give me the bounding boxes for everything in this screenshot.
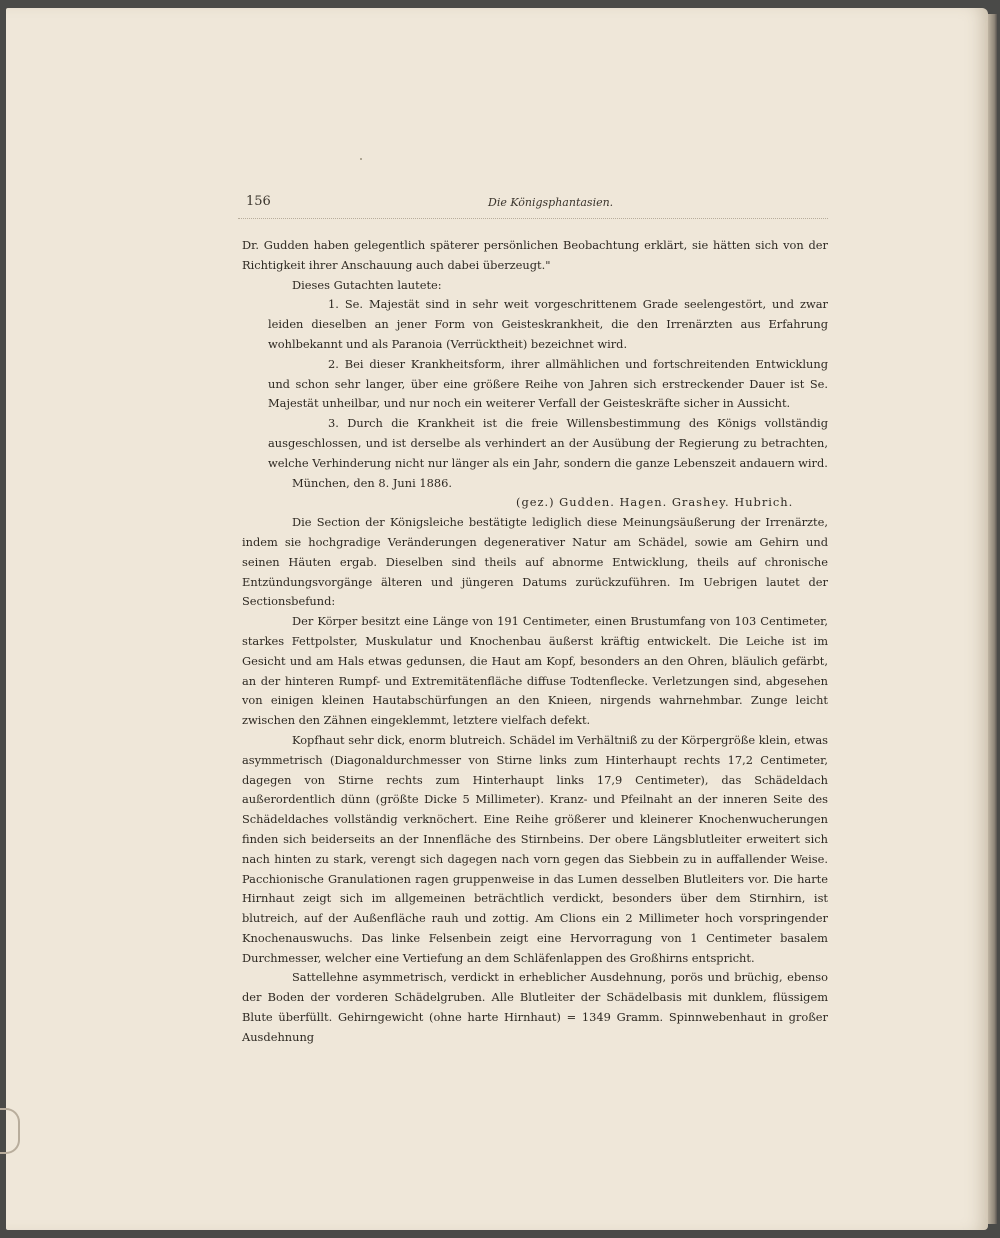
opinion-item: 3. Durch die Krankheit ist die freie Willensbestimmung des Königs vollständig ausgeschlossen, und ist derselbe als verhindert an der Ausübung der Regierung zu betrachten, welche Verhinderung nicht nur länger als ein Jahr, sondern die ganze Lebenszeit andauern wird.	[268, 416, 828, 470]
paper-speck	[360, 158, 362, 160]
lead-line: Dieses Gutachten lautete:	[292, 277, 442, 292]
opinion-item: 1. Se. Majestät sind in sehr weit vorgeschrittenem Grade seelengestört, und zwar leiden dieselben an jener Form von Geisteskrankheit, die den Irrenärzten aus Erfahrung wohlbekannt und als Paranoia (Verrücktheit) bezeichnet wird.	[268, 297, 828, 351]
running-title: Die Königsphantasien.	[488, 196, 614, 209]
body-text	[242, 236, 828, 1048]
page-number: 156	[246, 194, 271, 209]
book-page	[6, 8, 988, 1230]
paragraph: Kopfhaut sehr dick, enorm blutreich. Schädel im Verhältniß zu der Körpergröße klein, etwas asymmetrisch (Diagonaldurchmesser von Stirne links zum Hinterhaupt rechts 17,2 Centimeter, dagegen von Stirne rechts zum Hinterhaupt links 17,9 Centimeter), das Schädeldach außerordentlich dünn (größte Dicke 5 Millimeter). Kranz- und Pfeilnaht an der inneren Seite des Schädeldaches vollständig verknöchert. Eine Reihe größerer und kleinerer Knochenwucherungen finden sich beiderseits an der Innenfläche des Stirnbeins. Der obere Längsblutleiter erweitert sich nach hinten zu stark, verengt sich dagegen nach vorn gegen das Siebbein zu in auffallender Weise. Pacchionische Granulationen ragen gruppenweise in das Lumen desselben Blutleiters vor. Die harte Hirnhaut zeigt sich im allgemeinen beträchtlich verdickt, besonders über dem Stirnhirn, ist blutreich, auf der Außenfläche rauh und zottig. Am Clions ein 2 Millimeter hoch vorspringender Knochenauswuchs. Das linke Felsenbein zeigt eine Hervorragung von 1 Centimeter basalem Durchmesser, welcher eine Vertiefung an dem Schläfenlappen des Großhirns entspricht.	[242, 732, 828, 965]
paragraph: Der Körper besitzt eine Länge von 191 Centimeter, einen Brustumfang von 103 Centimeter, starkes Fettpolster, Muskulatur und Knochenbau äußerst kräftig entwickelt. Die Leiche ist im Gesicht und am Hals etwas gedunsen, die Haut am Kopf, besonders an den Ohren, bläulich gefärbt, an der hinteren Rumpf- und Extremitätenfläche diffuse Todtenflecke. Verletzungen sind, abgesehen von einigen kleinen Hautabschürfungen an den Knieen, nirgends wahrnehmbar. Zunge leicht zwischen den Zähnen eingeklemmt, letztere vielfach defekt.	[242, 614, 828, 728]
paragraph: Sattellehne asymmetrisch, verdickt in erheblicher Ausdehnung, porös und brüchig, ebenso der Boden der vorderen Schädelgruben. Alle Blutleiter der Schädelbasis mit dunklem, flüssigem Blute überfüllt. Gehirngewicht (ohne harte Hirnhaut) = 1349 Gramm. Spinnwebenhaut in großer Ausdehnung	[242, 970, 828, 1044]
paragraph: Die Section der Königsleiche bestätigte lediglich diese Meinungsäußerung der Irrenärzte, indem sie hochgradige Veränderungen degenerativer Natur am Schädel, sowie am Gehirn und seinen Häuten ergab. Dieselben sind theils auf abnorme Entwicklung, theils auf chronische Entzündungsvorgänge älteren und jüngeren Datums zurückzuführen. Im Uebrigen lautet der Sectionsbefund:	[242, 515, 828, 609]
signatures: (gez.) Gudden. Hagen. Grashey. Hubrich.	[516, 495, 794, 510]
margin-clip-mark	[0, 1108, 20, 1154]
opinion-item: 2. Bei dieser Krankheitsform, ihrer allmählichen und fortschreitenden Entwicklung und schon sehr langer, über eine größere Reihe von Jahren sich erstreckender Dauer ist Se. Majestät unheilbar, und nur noch ein weiterer Verfall der Geisteskräfte sicher in Aussicht.	[268, 356, 828, 411]
page-edge	[988, 14, 997, 1224]
date-line: München, den 8. Juni 1886.	[292, 475, 452, 490]
intro-paragraph: Dr. Gudden haben gelegentlich späterer persönlichen Beobachtung erklärt, sie hätten sich von der Richtigkeit ihrer Anschauung auch dabei überzeugt."	[242, 238, 828, 272]
page-header	[238, 194, 828, 219]
